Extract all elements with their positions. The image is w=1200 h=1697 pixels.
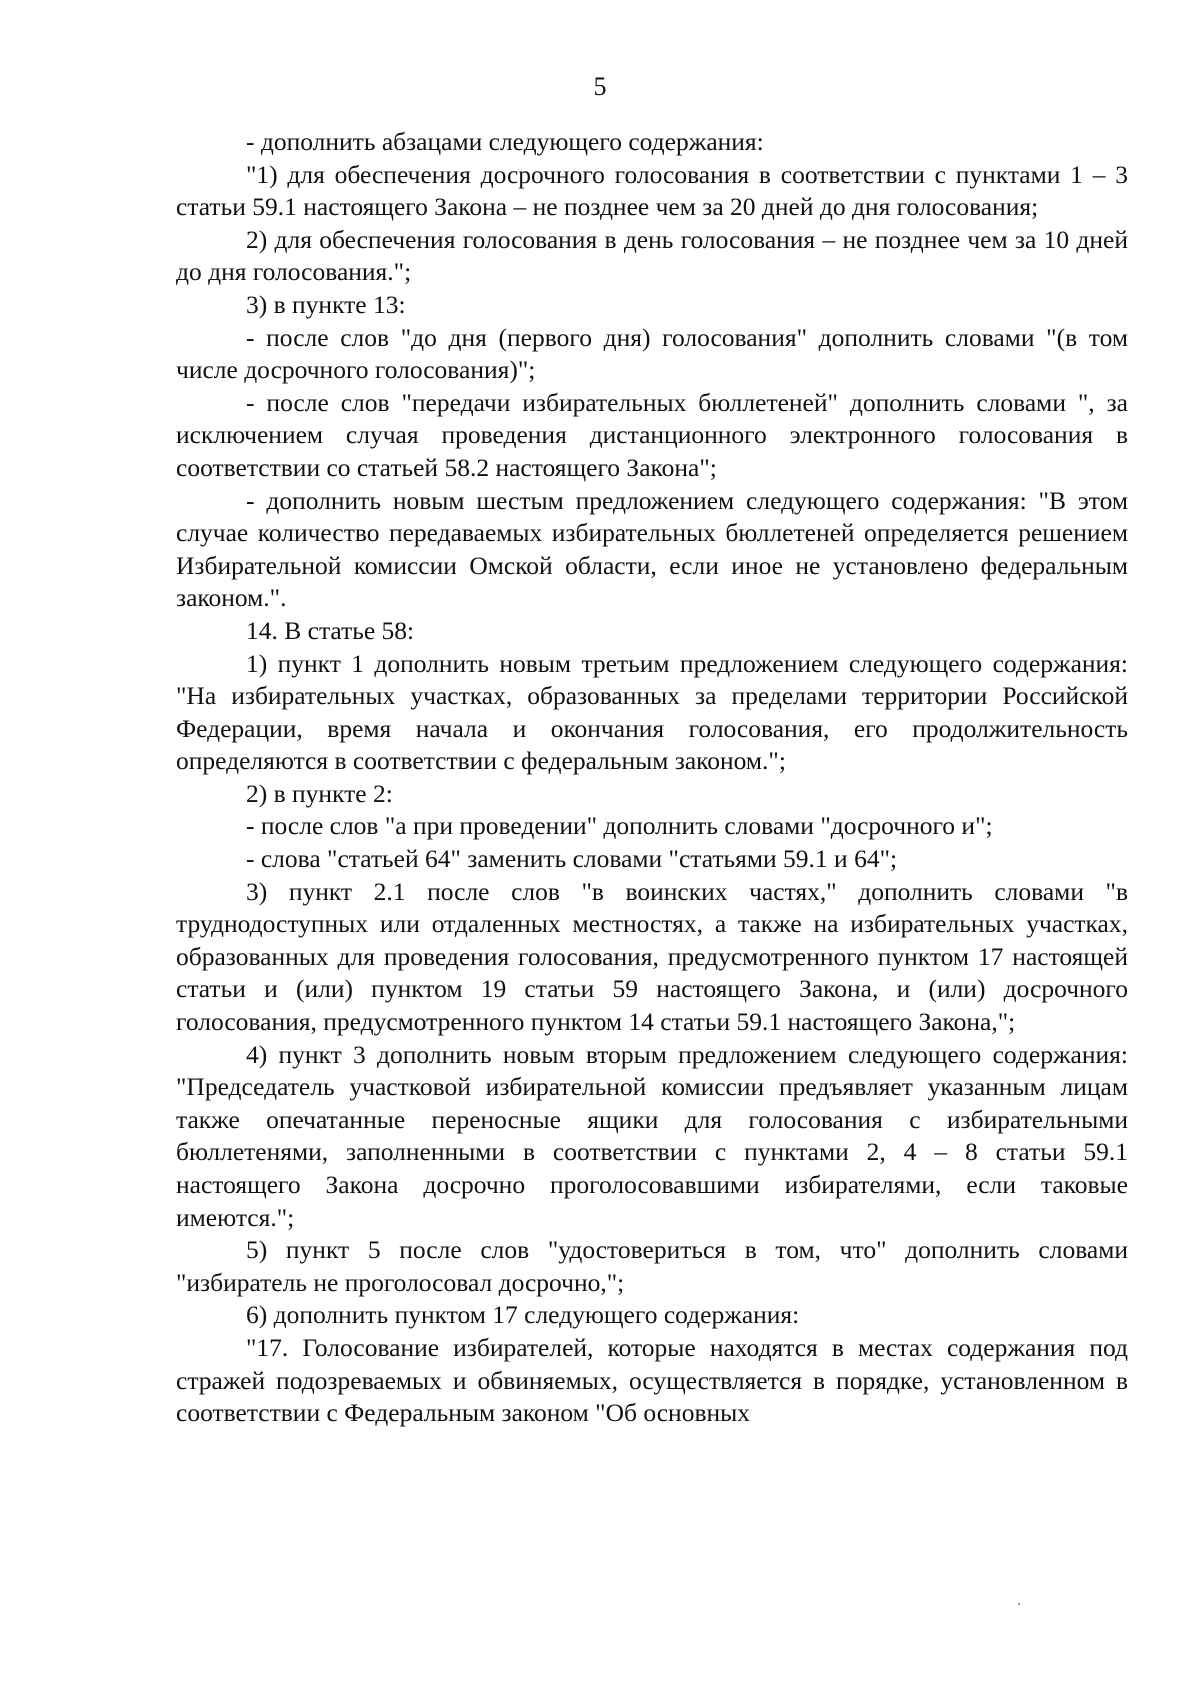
paragraph: - после слов "а при проведении" дополнить словами "досрочного и"; [246, 811, 993, 841]
paragraph: 5) пункт 5 после слов "удостовериться в том, что" дополнить словами "избиратель не проголосовал досрочно,"; [176, 1235, 1128, 1297]
paragraph: 2) в пункте 2: [246, 778, 393, 808]
paragraph: - дополнить новым шестым предложением следующего содержания: "В этом случае количество передаваемых избирательных бюллетеней определяется решением Избирательной комиссии Омской области, если иное не установлено федеральным законом.". [176, 485, 1128, 613]
paragraph: - дополнить абзацами следующего содержания: [246, 127, 764, 156]
paragraph: 14. В статье 58: [246, 615, 415, 645]
paragraph: "17. Голосование избирателей, которые находятся в местах содержания под стражей подозреваемых и обвиняемых, осуществляется в порядке, установленном в соответствии с Федеральным законом "Об основных [176, 1332, 1128, 1428]
paragraph: 6) дополнить пунктом 17 следующего содержания: [246, 1300, 800, 1330]
paragraph: 2) для обеспечения голосования в день голосования – не позднее чем за 10 дней до дня голосования."; [176, 224, 1128, 287]
paragraph: 1) пункт 1 дополнить новым третьим предложением следующего содержания: "На избирательных участках, образованных за пределами территории Российской Федерации, время начала и окончания голосования, его продолжительность определяются в соответствии с федеральным законом."; [176, 648, 1128, 776]
paragraph: 3) в пункте 13: [246, 289, 406, 319]
paragraph: - после слов "до дня (первого дня) голосования" дополнить словами "(в том числе досрочного голосования)"; [176, 322, 1128, 385]
paragraph: 3) пункт 2.1 после слов "в воинских частях," дополнить словами "в труднодоступных или отдаленных местностях, а также на избирательных участках, образованных для проведения голосования, предусмотренного пунктом 17 настоящей статьи и (или) пунктом 19 статьи 59 настоящего Закона, и (или) досрочного голосования, предусмотренного пунктом 14 статьи 59.1 настоящего Закона,"; [176, 876, 1128, 1037]
page-number: 5 [593, 72, 607, 101]
document-body [176, 126, 1128, 1430]
paragraph: 4) пункт 3 дополнить новым вторым предложением следующего содержания: "Председатель участковой избирательной комиссии предъявляет указанным лицам также опечатанные переносные ящики для голосования с избирательными бюллетенями, заполненными в соответствии с пунктами 2, 4 – 8 статьи 59.1 настоящего Закона досрочно проголосовавшими избирателями, если таковые имеются."; [176, 1039, 1128, 1232]
paragraph: - слова "статьей 64" заменить словами "статьями 59.1 и 64"; [246, 844, 898, 874]
paragraph: "1) для обеспечения досрочного голосования в соответствии с пунктами 1 – 3 статьи 59.1 настоящего Закона – не позднее чем за 20 дней до дня голосования; [176, 159, 1128, 222]
paragraph: - после слов "передачи избирательных бюллетеней" дополнить словами ", за исключением случая проведения дистанционного электронного голосования в соответствии со статьей 58.2 настоящего Закона"; [176, 387, 1128, 482]
scan-speck [1018, 1603, 1020, 1605]
